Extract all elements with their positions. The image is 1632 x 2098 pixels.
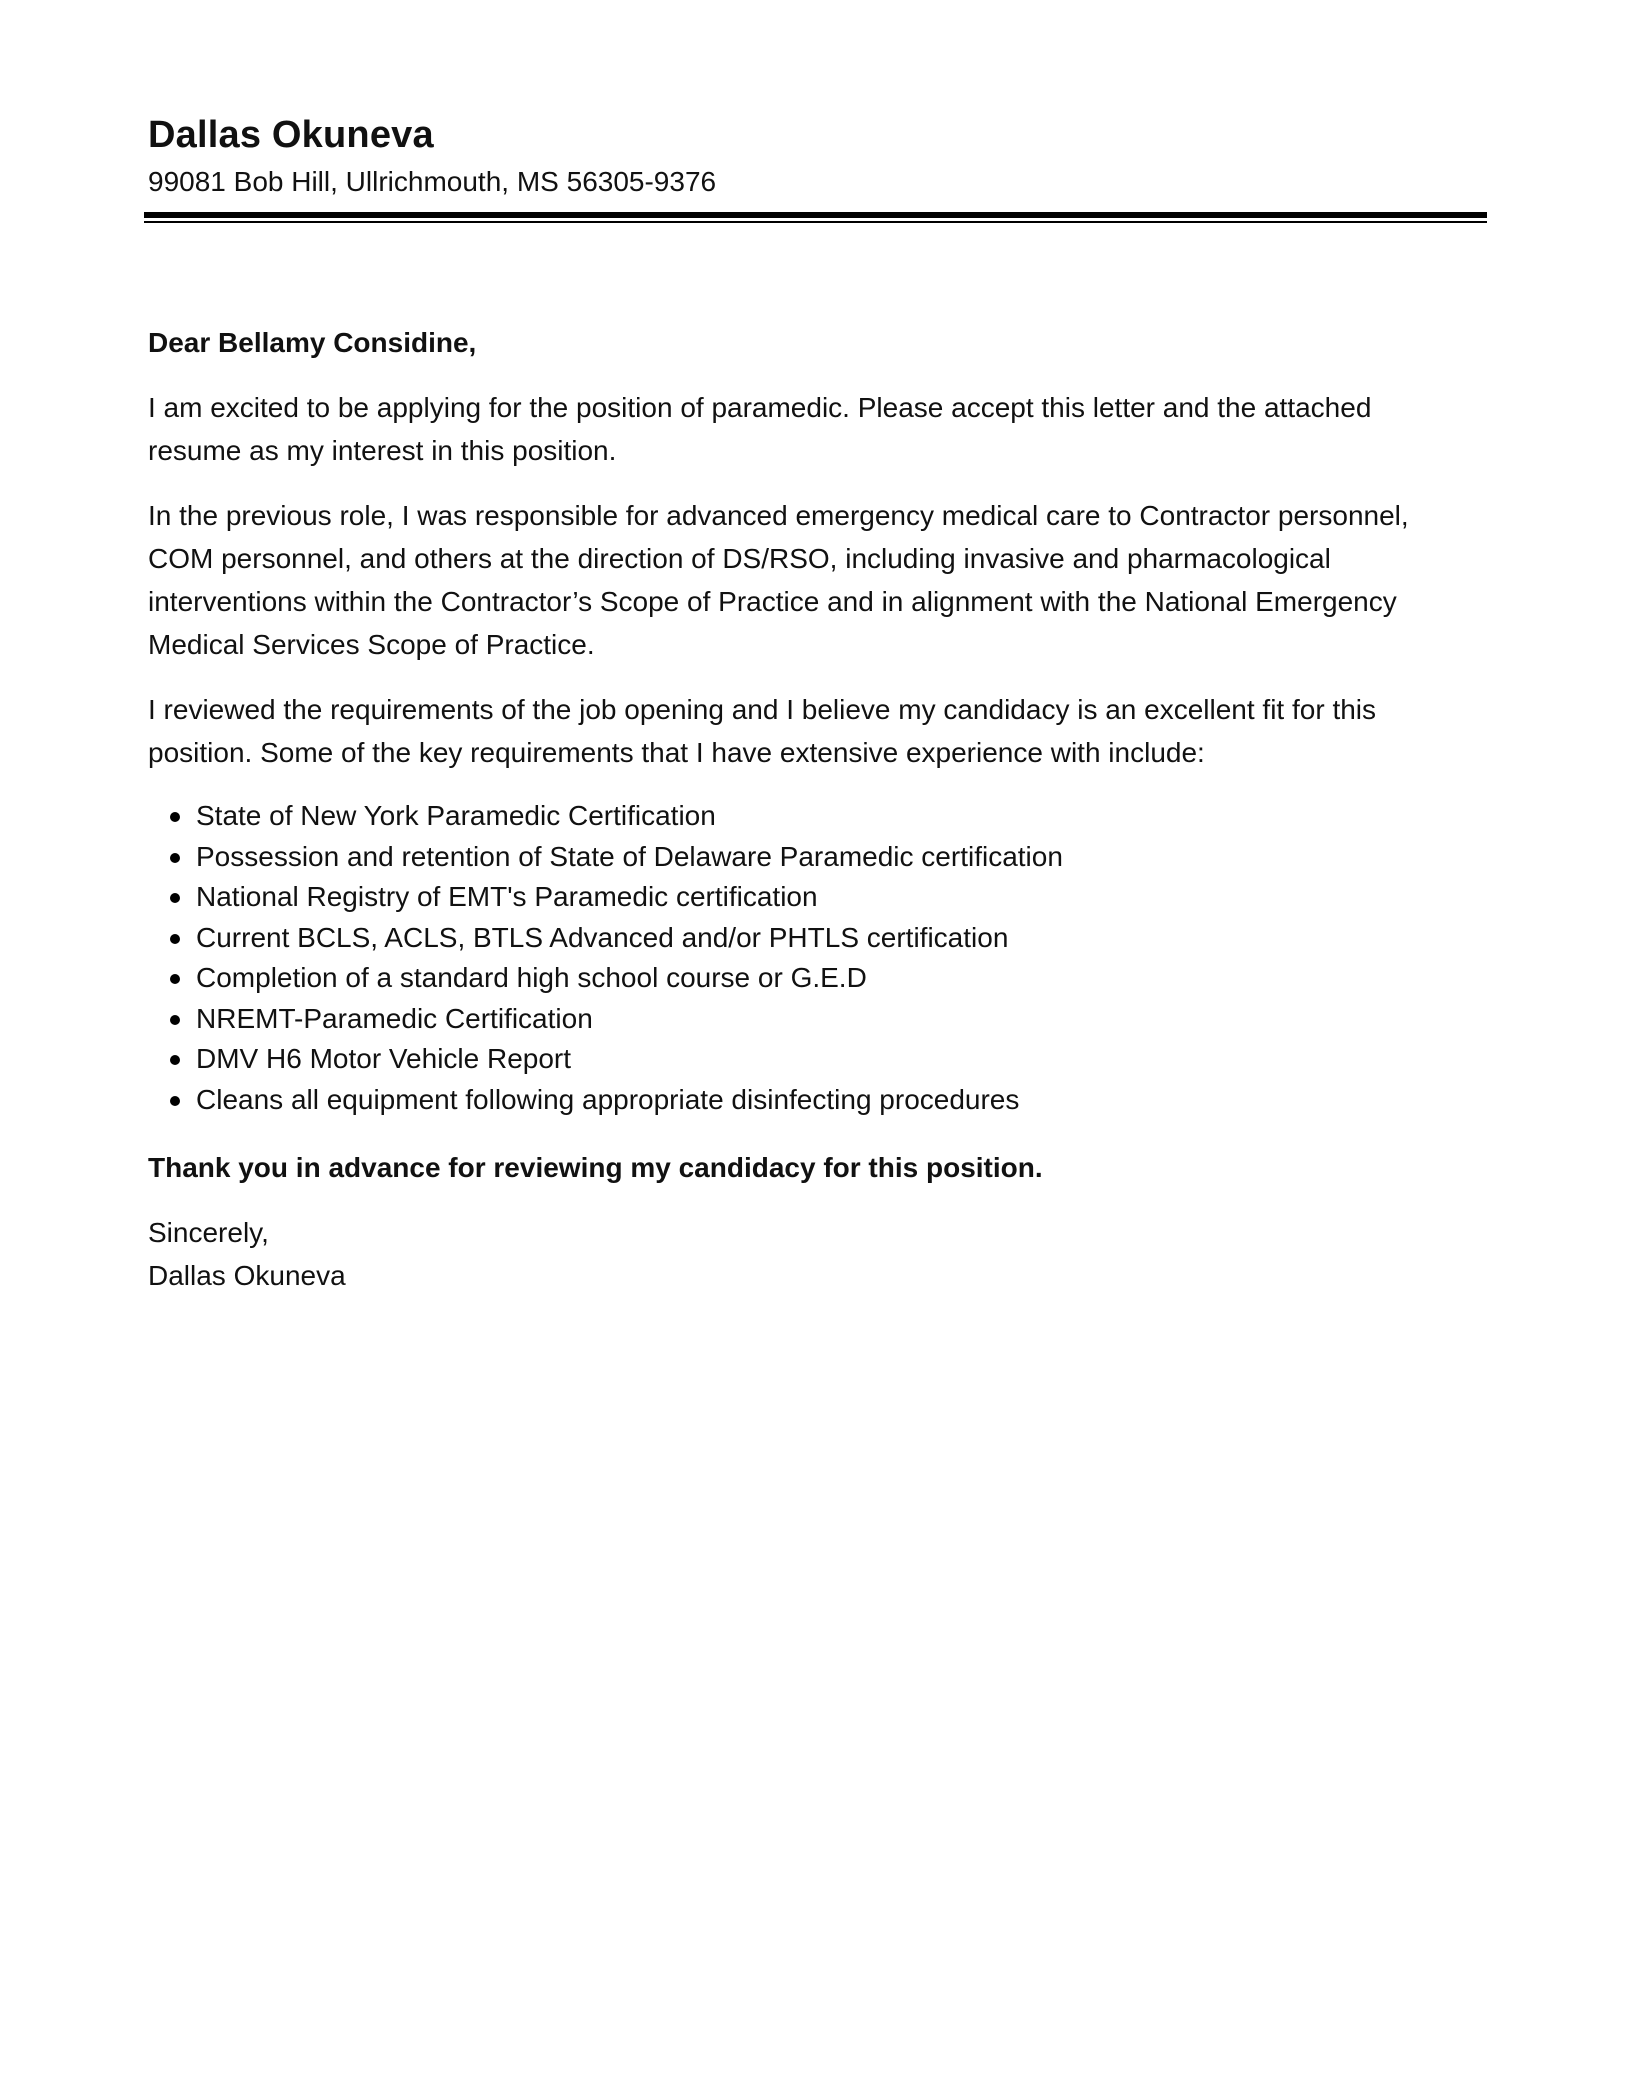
list-item <box>148 918 1448 959</box>
signature-name: Dallas Okuneva <box>148 1260 346 1291</box>
closing-statement: Thank you in advance for reviewing my candidacy for this position. <box>148 1152 1043 1183</box>
bullet-icon <box>170 812 180 822</box>
list-item <box>148 999 1448 1040</box>
paragraph-requirements-intro: I reviewed the requirements of the job opening and I believe my candidacy is an excellent fit for this position. Some of the key requirements that I have extensive experience with include: <box>148 694 1377 768</box>
paragraph-experience: In the previous role, I was responsible for advanced emergency medical care to Contractor personnel, COM personnel, and others at the direction of DS/RSO, including invasive and pharmacological interventions within the Contractor’s Scope of Practice and in alignment with the National Emergency Medical Services Scope of Practice. <box>148 500 1409 660</box>
bullet-icon <box>170 934 180 944</box>
requirements-list <box>148 796 1448 1120</box>
list-item <box>148 958 1448 999</box>
bullet-icon <box>170 974 180 984</box>
requirement-text: Possession and retention of State of Delaware Paramedic certification <box>196 840 1063 872</box>
letter-body <box>148 321 1448 1297</box>
sender-address: 99081 Bob Hill, Ullrichmouth, MS 56305-9376 <box>148 166 717 197</box>
bullet-icon <box>170 853 180 863</box>
valediction: Sincerely, <box>148 1217 269 1248</box>
list-item <box>148 837 1448 878</box>
requirement-text: State of New York Paramedic Certification <box>196 800 716 831</box>
salutation: Dear Bellamy Considine, <box>148 327 477 358</box>
letter-header <box>148 108 1484 202</box>
requirement-text: Cleans all equipment following appropriate disinfecting procedures <box>196 1083 1020 1115</box>
bullet-icon <box>170 1015 180 1025</box>
list-item <box>148 877 1448 918</box>
bullet-icon <box>170 1096 180 1106</box>
list-item <box>148 796 1448 837</box>
list-item <box>148 1039 1448 1080</box>
requirement-text: Completion of a standard high school course or G.E.D <box>196 962 867 993</box>
requirement-text: Current BCLS, ACLS, BTLS Advanced and/or PHTLS certification <box>196 921 1009 953</box>
bullet-icon <box>170 1055 180 1065</box>
header-divider-thick <box>144 212 1487 218</box>
requirement-text: NREMT-Paramedic Certification <box>196 1002 593 1034</box>
sender-name: Dallas Okuneva <box>148 114 434 156</box>
bullet-icon <box>170 893 180 903</box>
header-divider-thin <box>144 221 1487 223</box>
requirement-text: DMV H6 Motor Vehicle Report <box>196 1043 572 1074</box>
list-item <box>148 1080 1448 1121</box>
requirement-text: National Registry of EMT's Paramedic certification <box>196 881 818 912</box>
paragraph-intro: I am excited to be applying for the position of paramedic. Please accept this letter and the attached resume as my interest in this position. <box>148 392 1372 466</box>
